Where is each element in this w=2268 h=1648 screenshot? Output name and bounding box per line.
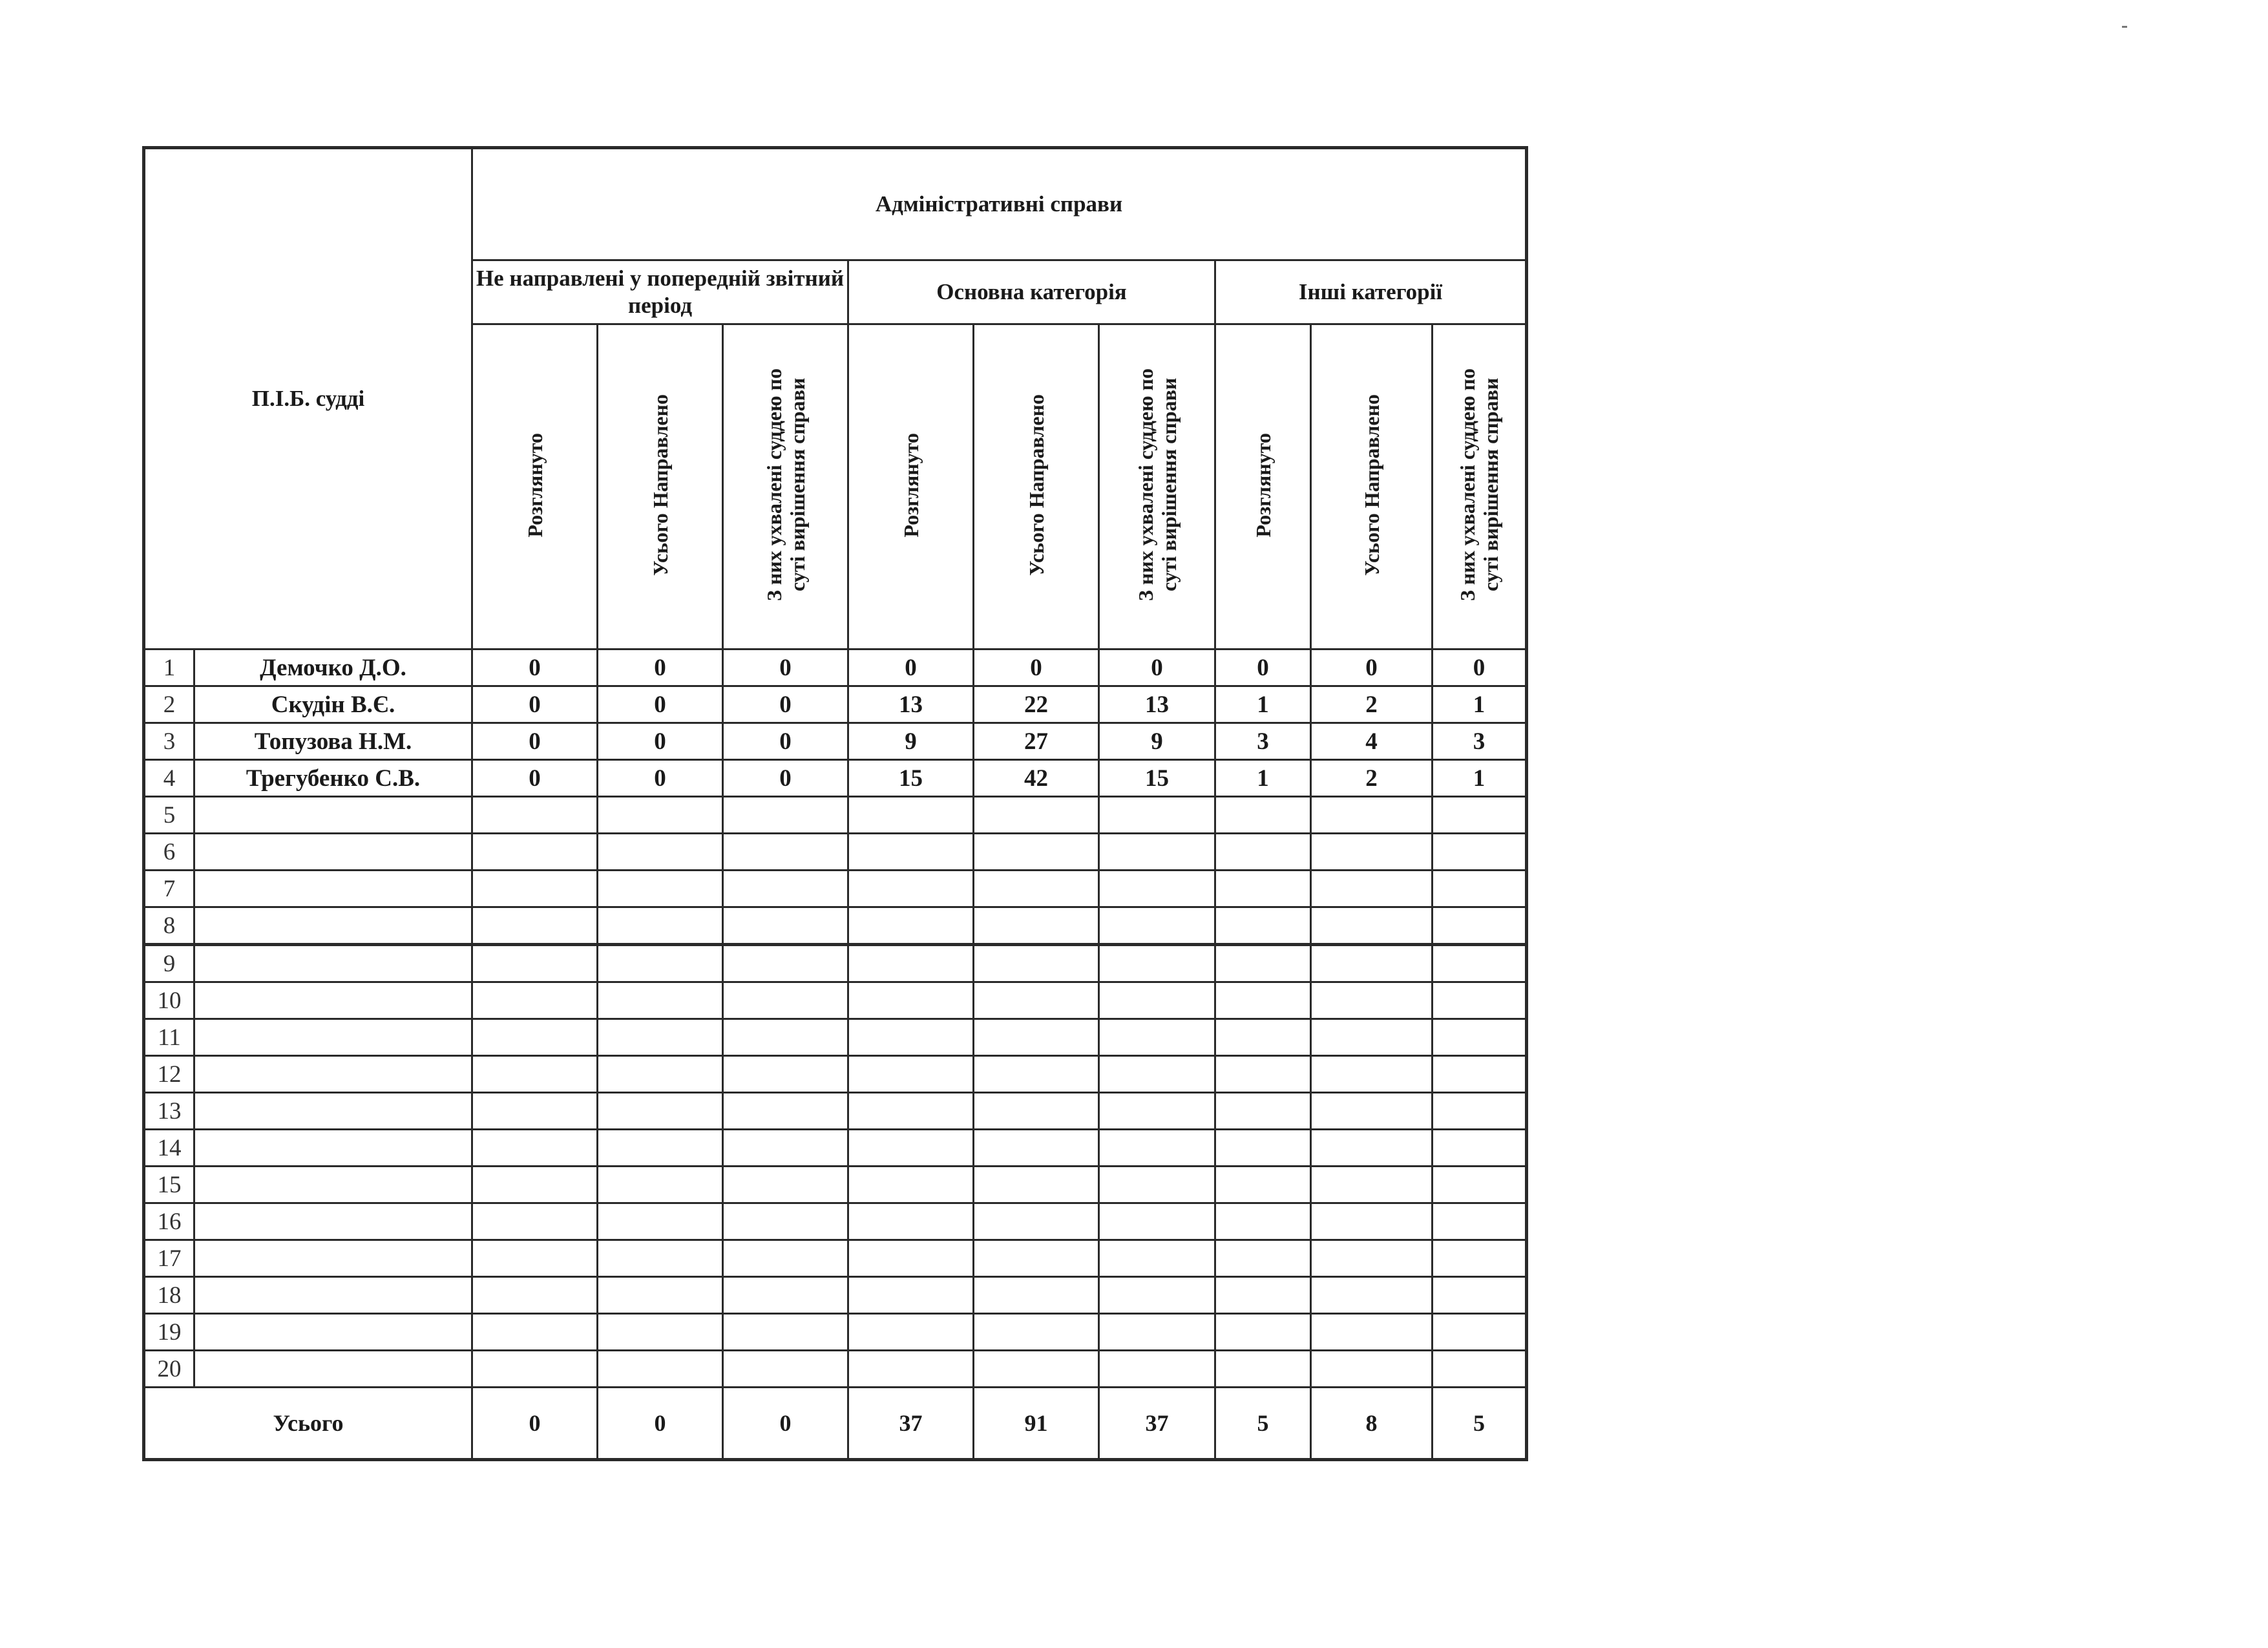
- value-cell: [1311, 1314, 1433, 1351]
- value-cell: 13: [1099, 686, 1215, 723]
- value-cell: [1215, 1167, 1311, 1203]
- value-cell: 4: [1311, 723, 1433, 760]
- value-cell: [1099, 797, 1215, 834]
- value-cell: 22: [974, 686, 1099, 723]
- value-cell: [1311, 1019, 1433, 1056]
- judge-name: [194, 907, 472, 945]
- value-cell: 13: [848, 686, 974, 723]
- value-cell: [1215, 797, 1311, 834]
- column-header-line: суті вирішення справи: [1479, 378, 1502, 592]
- value-cell: [598, 1277, 723, 1314]
- total-row: [144, 1388, 1527, 1460]
- value-cell: [1433, 1203, 1527, 1240]
- value-cell: 1: [1215, 760, 1311, 797]
- value-cell: [1433, 834, 1527, 871]
- table-row: [144, 1203, 1527, 1240]
- table-row: [144, 797, 1527, 834]
- value-cell: 2: [1311, 686, 1433, 723]
- value-cell: [723, 1314, 848, 1351]
- row-number: 5: [144, 797, 194, 834]
- column-header: [1215, 324, 1311, 650]
- value-cell: [723, 834, 848, 871]
- value-cell: [1099, 834, 1215, 871]
- column-header: [848, 324, 974, 650]
- value-cell: [472, 797, 598, 834]
- table-row: [144, 1019, 1527, 1056]
- value-cell: [598, 797, 723, 834]
- row-number: 12: [144, 1056, 194, 1093]
- judge-name: Топузова Н.М.: [194, 723, 472, 760]
- value-cell: [1099, 907, 1215, 945]
- value-cell: [1433, 1093, 1527, 1130]
- value-cell: 0: [1215, 650, 1311, 686]
- value-cell: [598, 1240, 723, 1277]
- value-cell: 0: [598, 760, 723, 797]
- value-cell: [1215, 1056, 1311, 1093]
- value-cell: 1: [1433, 760, 1527, 797]
- value-cell: [1311, 797, 1433, 834]
- value-cell: [974, 1203, 1099, 1240]
- column-header-line: суті вирішення справи: [785, 378, 809, 592]
- value-cell: [1099, 982, 1215, 1019]
- value-cell: [472, 1203, 598, 1240]
- table-row: [144, 1130, 1527, 1167]
- row-number: 9: [144, 945, 194, 982]
- value-cell: [472, 1130, 598, 1167]
- value-cell: 1: [1433, 686, 1527, 723]
- row-number: 15: [144, 1167, 194, 1203]
- value-cell: [848, 945, 974, 982]
- value-cell: 0: [598, 723, 723, 760]
- judge-name: [194, 1351, 472, 1388]
- value-cell: [974, 1351, 1099, 1388]
- column-header: [598, 324, 723, 650]
- value-cell: [1433, 1240, 1527, 1277]
- column-header: [1099, 324, 1215, 650]
- row-number: 18: [144, 1277, 194, 1314]
- value-cell: [723, 871, 848, 907]
- value-cell: [848, 1240, 974, 1277]
- column-header-label: Усього Направлено: [1360, 394, 1383, 576]
- value-cell: 0: [598, 650, 723, 686]
- value-cell: [1215, 982, 1311, 1019]
- value-cell: [974, 1240, 1099, 1277]
- table-row: [144, 1351, 1527, 1388]
- value-cell: [1099, 1314, 1215, 1351]
- value-cell: [974, 1056, 1099, 1093]
- value-cell: [723, 1351, 848, 1388]
- value-cell: [723, 907, 848, 945]
- value-cell: [1311, 982, 1433, 1019]
- value-cell: [1311, 1130, 1433, 1167]
- value-cell: 0: [723, 686, 848, 723]
- value-cell: [1433, 797, 1527, 834]
- value-cell: [1215, 1019, 1311, 1056]
- column-header-label: Усього Направлено: [1024, 394, 1048, 576]
- column-header: [472, 324, 598, 650]
- value-cell: 15: [1099, 760, 1215, 797]
- table-row: [144, 945, 1527, 982]
- value-cell: [598, 1019, 723, 1056]
- table-row: [144, 1277, 1527, 1314]
- judge-name: [194, 982, 472, 1019]
- value-cell: 0: [723, 723, 848, 760]
- table-row: [144, 723, 1527, 760]
- group-header-other-categories: Інші категорії: [1215, 260, 1527, 324]
- judge-name: [194, 1167, 472, 1203]
- judge-name: Трегубенко С.В.: [194, 760, 472, 797]
- value-cell: [1215, 1277, 1311, 1314]
- value-cell: [974, 1167, 1099, 1203]
- value-cell: [1311, 1056, 1433, 1093]
- total-value: 5: [1215, 1388, 1311, 1460]
- value-cell: [1099, 1351, 1215, 1388]
- value-cell: 0: [723, 650, 848, 686]
- value-cell: 2: [1311, 760, 1433, 797]
- judge-name: [194, 797, 472, 834]
- value-cell: 0: [472, 650, 598, 686]
- value-cell: [472, 907, 598, 945]
- value-cell: [1433, 907, 1527, 945]
- row-number: 2: [144, 686, 194, 723]
- judge-name: Скудін В.Є.: [194, 686, 472, 723]
- value-cell: [848, 1203, 974, 1240]
- value-cell: [1215, 1203, 1311, 1240]
- value-cell: [723, 1093, 848, 1130]
- table-row: [144, 982, 1527, 1019]
- value-cell: [598, 1203, 723, 1240]
- value-cell: [848, 1056, 974, 1093]
- table-row: [144, 907, 1527, 945]
- value-cell: 0: [848, 650, 974, 686]
- row-number: 1: [144, 650, 194, 686]
- value-cell: [1311, 834, 1433, 871]
- value-cell: 9: [848, 723, 974, 760]
- judge-name: [194, 1130, 472, 1167]
- value-cell: 0: [1433, 650, 1527, 686]
- value-cell: [848, 1167, 974, 1203]
- value-cell: [1311, 1167, 1433, 1203]
- judge-name: [194, 1203, 472, 1240]
- value-cell: [723, 797, 848, 834]
- table-row: [144, 686, 1527, 723]
- value-cell: [472, 1056, 598, 1093]
- column-header-line: З них ухвалені суддею по: [1133, 368, 1157, 602]
- judge-name-header: П.І.Б. судді: [144, 148, 472, 650]
- value-cell: [1433, 1277, 1527, 1314]
- judge-name: [194, 1019, 472, 1056]
- total-value: 0: [723, 1388, 848, 1460]
- value-cell: [1215, 945, 1311, 982]
- value-cell: [1215, 1093, 1311, 1130]
- value-cell: [1311, 1277, 1433, 1314]
- row-number: 4: [144, 760, 194, 797]
- value-cell: [974, 797, 1099, 834]
- value-cell: [974, 1314, 1099, 1351]
- value-cell: [472, 1167, 598, 1203]
- column-header-line: суті вирішення справи: [1157, 378, 1181, 592]
- value-cell: [598, 907, 723, 945]
- value-cell: [1215, 871, 1311, 907]
- value-cell: 42: [974, 760, 1099, 797]
- value-cell: [598, 834, 723, 871]
- column-header-label: Розглянуто: [899, 432, 923, 538]
- value-cell: [723, 1130, 848, 1167]
- judge-name: Демочко Д.О.: [194, 650, 472, 686]
- value-cell: [974, 1093, 1099, 1130]
- value-cell: [472, 1093, 598, 1130]
- value-cell: [1099, 1203, 1215, 1240]
- value-cell: [1433, 1019, 1527, 1056]
- group-header-main-category: Основна категорія: [848, 260, 1215, 324]
- judge-name: [194, 1277, 472, 1314]
- value-cell: 15: [848, 760, 974, 797]
- value-cell: [974, 834, 1099, 871]
- row-number: 16: [144, 1203, 194, 1240]
- table-row: [144, 871, 1527, 907]
- value-cell: 0: [598, 686, 723, 723]
- total-value: 0: [598, 1388, 723, 1460]
- row-number: 7: [144, 871, 194, 907]
- judge-name: [194, 834, 472, 871]
- judge-name: [194, 871, 472, 907]
- value-cell: [848, 1130, 974, 1167]
- value-cell: 0: [472, 686, 598, 723]
- row-number: 19: [144, 1314, 194, 1351]
- value-cell: [598, 1130, 723, 1167]
- value-cell: [472, 982, 598, 1019]
- value-cell: [723, 945, 848, 982]
- value-cell: [848, 1314, 974, 1351]
- value-cell: 9: [1099, 723, 1215, 760]
- value-cell: 3: [1215, 723, 1311, 760]
- column-header-label: [1456, 368, 1502, 601]
- value-cell: 1: [1215, 686, 1311, 723]
- column-header-label: Розглянуто: [523, 432, 547, 538]
- row-number: 6: [144, 834, 194, 871]
- table-row: [144, 1093, 1527, 1130]
- value-cell: [1311, 907, 1433, 945]
- value-cell: [1433, 1351, 1527, 1388]
- value-cell: [1433, 1167, 1527, 1203]
- column-header-label: [762, 368, 809, 601]
- value-cell: 0: [1099, 650, 1215, 686]
- value-cell: [598, 871, 723, 907]
- column-header: [723, 324, 848, 650]
- table-row: [144, 760, 1527, 797]
- value-cell: [1433, 1130, 1527, 1167]
- value-cell: [723, 1167, 848, 1203]
- row-number: 11: [144, 1019, 194, 1056]
- value-cell: [848, 1093, 974, 1130]
- total-value: 37: [848, 1388, 974, 1460]
- value-cell: [1215, 1314, 1311, 1351]
- value-cell: [1433, 871, 1527, 907]
- column-header-label: Розглянуто: [1251, 432, 1275, 538]
- value-cell: [1099, 871, 1215, 907]
- value-cell: [723, 1277, 848, 1314]
- value-cell: [848, 982, 974, 1019]
- value-cell: 0: [1311, 650, 1433, 686]
- value-cell: [598, 1167, 723, 1203]
- row-number: 8: [144, 907, 194, 945]
- value-cell: [723, 1019, 848, 1056]
- value-cell: [974, 907, 1099, 945]
- section-title: Адміністративні справи: [472, 148, 1527, 260]
- value-cell: [1215, 834, 1311, 871]
- value-cell: [1311, 1240, 1433, 1277]
- judge-name: [194, 1056, 472, 1093]
- table-row: [144, 834, 1527, 871]
- judge-name: [194, 1240, 472, 1277]
- table-row: [144, 650, 1527, 686]
- value-cell: [723, 982, 848, 1019]
- group-header-not-sent: Не направлені у попередній звітний період: [472, 260, 848, 324]
- table-body: [144, 650, 1527, 1388]
- value-cell: [598, 1351, 723, 1388]
- admin-cases-table: [142, 146, 1528, 1461]
- value-cell: [472, 1351, 598, 1388]
- value-cell: [472, 1019, 598, 1056]
- value-cell: [974, 1277, 1099, 1314]
- value-cell: [848, 797, 974, 834]
- value-cell: [1311, 945, 1433, 982]
- value-cell: [848, 1019, 974, 1056]
- value-cell: [472, 834, 598, 871]
- value-cell: [1433, 1056, 1527, 1093]
- table-row: [144, 1240, 1527, 1277]
- value-cell: [472, 1240, 598, 1277]
- row-number: 10: [144, 982, 194, 1019]
- value-cell: [848, 834, 974, 871]
- value-cell: [598, 945, 723, 982]
- total-value: 37: [1099, 1388, 1215, 1460]
- row-number: 14: [144, 1130, 194, 1167]
- value-cell: [974, 982, 1099, 1019]
- total-label: Усього: [144, 1388, 472, 1460]
- value-cell: 0: [974, 650, 1099, 686]
- column-header: [974, 324, 1099, 650]
- value-cell: [1433, 982, 1527, 1019]
- table-footer: [144, 1388, 1527, 1460]
- column-header-line: З них ухвалені суддею по: [1456, 368, 1479, 602]
- value-cell: [1099, 1167, 1215, 1203]
- value-cell: [1099, 945, 1215, 982]
- value-cell: 0: [472, 723, 598, 760]
- value-cell: [1311, 1351, 1433, 1388]
- value-cell: [974, 945, 1099, 982]
- column-header: [1311, 324, 1433, 650]
- value-cell: [848, 907, 974, 945]
- value-cell: 27: [974, 723, 1099, 760]
- judge-name: [194, 945, 472, 982]
- table-row: [144, 1056, 1527, 1093]
- value-cell: [848, 871, 974, 907]
- value-cell: [472, 1277, 598, 1314]
- value-cell: [1311, 1093, 1433, 1130]
- value-cell: [1433, 945, 1527, 982]
- value-cell: [1215, 1351, 1311, 1388]
- column-header-label: [1134, 368, 1181, 601]
- row-number: 3: [144, 723, 194, 760]
- judge-name: [194, 1093, 472, 1130]
- value-cell: [1215, 1240, 1311, 1277]
- table-header: [144, 148, 1527, 650]
- row-number: 17: [144, 1240, 194, 1277]
- column-header-line: З них ухвалені суддею по: [762, 368, 786, 602]
- total-value: 5: [1433, 1388, 1527, 1460]
- value-cell: [723, 1056, 848, 1093]
- value-cell: 0: [472, 760, 598, 797]
- row-number: 13: [144, 1093, 194, 1130]
- value-cell: [1099, 1056, 1215, 1093]
- judge-name: [194, 1314, 472, 1351]
- value-cell: [1311, 1203, 1433, 1240]
- value-cell: [1311, 871, 1433, 907]
- total-value: 0: [472, 1388, 598, 1460]
- column-header: [1433, 324, 1527, 650]
- value-cell: [598, 1056, 723, 1093]
- value-cell: [1099, 1019, 1215, 1056]
- value-cell: [1099, 1240, 1215, 1277]
- value-cell: 3: [1433, 723, 1527, 760]
- value-cell: [848, 1351, 974, 1388]
- value-cell: [1433, 1314, 1527, 1351]
- value-cell: [1099, 1093, 1215, 1130]
- value-cell: [1215, 1130, 1311, 1167]
- value-cell: [723, 1240, 848, 1277]
- value-cell: [1215, 907, 1311, 945]
- value-cell: [723, 1203, 848, 1240]
- value-cell: [848, 1277, 974, 1314]
- table-row: [144, 1167, 1527, 1203]
- value-cell: [1099, 1277, 1215, 1314]
- column-header-label: Усього Направлено: [648, 394, 672, 576]
- value-cell: [472, 1314, 598, 1351]
- value-cell: [598, 1314, 723, 1351]
- value-cell: [598, 1093, 723, 1130]
- value-cell: [598, 982, 723, 1019]
- value-cell: [974, 1130, 1099, 1167]
- total-value: 8: [1311, 1388, 1433, 1460]
- value-cell: [1099, 1130, 1215, 1167]
- total-value: 91: [974, 1388, 1099, 1460]
- row-number: 20: [144, 1351, 194, 1388]
- value-cell: [472, 871, 598, 907]
- scan-mark: [2122, 26, 2127, 28]
- value-cell: 0: [723, 760, 848, 797]
- value-cell: [974, 1019, 1099, 1056]
- value-cell: [472, 945, 598, 982]
- value-cell: [974, 871, 1099, 907]
- table-row: [144, 1314, 1527, 1351]
